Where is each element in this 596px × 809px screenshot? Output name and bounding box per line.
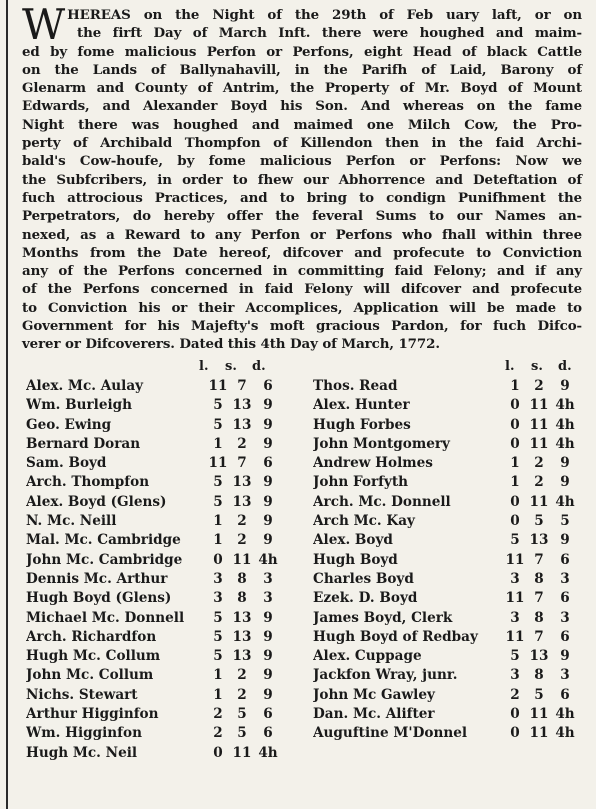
shillings-value: 2 <box>237 667 247 684</box>
pounds-value: 0 <box>510 397 520 414</box>
notice-line: Night there was houghed and maimed one Milch Cow, the Pro- <box>22 116 582 133</box>
pounds-value: 0 <box>510 435 520 452</box>
notice-line: Months from the Date hereof, difcover and profecute to Conviction <box>22 244 582 261</box>
subscriber-name: John Montgomery <box>313 435 450 452</box>
pence-value: 3 <box>560 570 570 587</box>
subscriber-name: Charles Boyd <box>313 570 414 587</box>
subscriber-row <box>313 494 583 513</box>
drop-cap: W <box>22 0 66 49</box>
notice-line: verer or Difcoverers. Dated this 4th Day of March, 1772. <box>22 336 440 353</box>
notice-line: bald's Cow-houfe, by fome malicious Perfon or Perfons: Now we <box>22 153 582 170</box>
shillings-value: 7 <box>534 551 544 568</box>
pounds-value: 0 <box>510 513 520 530</box>
pounds-value: 2 <box>213 706 223 723</box>
pounds-value: 11 <box>505 590 525 607</box>
pence-value: 9 <box>263 397 273 414</box>
shillings-value: 2 <box>237 532 247 549</box>
subscriber-row <box>26 629 296 648</box>
shillings-value: 8 <box>237 590 247 607</box>
shillings-value: 13 <box>232 648 252 665</box>
subscriber-row <box>26 513 296 532</box>
pence-value: 9 <box>263 435 273 452</box>
pounds-value: 5 <box>213 609 223 626</box>
pounds-value: 0 <box>510 493 520 510</box>
pence-value: 9 <box>263 532 273 549</box>
subscriber-row <box>26 474 296 493</box>
shillings-value: 5 <box>237 725 247 742</box>
pounds-value: 0 <box>510 416 520 433</box>
subscriber-name: N. Mc. Neill <box>26 513 117 530</box>
pounds-value: 2 <box>213 725 223 742</box>
subscriber-name: Wm. Burleigh <box>26 397 133 414</box>
subscriber-name: Hugh Boyd of Redbay <box>313 628 478 645</box>
subscriber-name: Michael Mc. Donnell <box>26 609 185 626</box>
shillings-value: 11 <box>529 435 549 452</box>
subscriber-row <box>313 610 583 629</box>
pence-value: 6 <box>263 455 273 472</box>
subscriber-name: John Mc. Collum <box>26 667 154 684</box>
pence-value: 9 <box>560 378 570 394</box>
pence-value: 4h <box>555 493 575 510</box>
subscriber-name: Bernard Doran <box>26 435 141 452</box>
shillings-value: 5 <box>237 706 247 723</box>
subscriber-row <box>26 610 296 629</box>
shillings-value: 13 <box>232 628 252 645</box>
pounds-value: 5 <box>213 493 223 510</box>
subscriber-row <box>313 417 583 436</box>
subscriber-row <box>26 667 296 686</box>
subscriber-name: Arch. Richardfon <box>26 628 157 645</box>
subscriber-name: Dennis Mc. Arthur <box>26 570 168 587</box>
shillings-value: 11 <box>529 397 549 414</box>
pence-value: 4h <box>555 706 575 723</box>
shillings-value: 5 <box>534 686 544 703</box>
subscriber-name: Alex. Cuppage <box>313 648 422 665</box>
pence-value: 9 <box>263 513 273 530</box>
notice-line: any of the Perfons concerned in committing faid Felony; and if any <box>22 263 582 280</box>
shillings-value: 8 <box>237 570 247 587</box>
shillings-value: 13 <box>529 648 549 665</box>
subscriber-name: Sam. Boyd <box>26 455 107 472</box>
pence-value: 9 <box>560 474 570 491</box>
subscriber-row <box>26 648 296 667</box>
pounds-value: 0 <box>213 551 223 568</box>
pence-value: 9 <box>263 648 273 665</box>
subscriber-row <box>26 455 296 474</box>
subscriber-name: Hugh Mc. Collum <box>26 648 161 665</box>
pounds-header: l. <box>505 359 515 374</box>
notice-line: the Subfcribers, in order to fhew our Abhorrence and Deteftation of <box>22 171 582 188</box>
pounds-value: 1 <box>510 474 520 491</box>
subscriber-row <box>313 687 583 706</box>
subscriber-row <box>26 552 296 571</box>
subscriber-list-right <box>313 378 583 745</box>
subscriber-name: Hugh Mc. Neil <box>26 744 138 761</box>
pence-value: 4h <box>258 551 278 568</box>
subscriber-name: John Mc. Cambridge <box>26 551 183 568</box>
pounds-value: 1 <box>510 455 520 472</box>
pounds-value: 5 <box>213 628 223 645</box>
notice-line: Government for his Majefty's moft gracious Pardon, for fuch Difco- <box>22 318 582 335</box>
notice-line: of the Perfons concerned in faid Felony will difcover and profecute <box>22 281 582 298</box>
subscriber-row <box>313 436 583 455</box>
shillings-value: 13 <box>529 532 549 549</box>
notice-line: fuch attrocious Practices, and to bring to condign Punifhment the <box>22 189 582 206</box>
subscriber-row <box>26 436 296 455</box>
pence-value: 9 <box>263 493 273 510</box>
subscriber-name: Jackfon Wray, junr. <box>313 667 458 684</box>
subscriber-name: Alex. Boyd (Glens) <box>26 493 167 510</box>
pence-value: 4h <box>555 397 575 414</box>
shillings-value: 2 <box>237 435 247 452</box>
pence-value: 6 <box>560 590 570 607</box>
subscriber-name: Arch. Thompfon <box>26 474 150 491</box>
pounds-value: 3 <box>510 667 520 684</box>
pence-value: 4h <box>555 416 575 433</box>
shillings-value: 13 <box>232 474 252 491</box>
notice-line: Edwards, and Alexander Boyd his Son. And whereas on the fame <box>22 98 582 115</box>
subscriber-name: Arthur Higginfon <box>26 706 159 723</box>
subscriber-name: Nichs. Stewart <box>26 686 138 703</box>
subscriber-row <box>313 648 583 667</box>
subscriber-row <box>313 532 583 551</box>
subscriber-row <box>313 513 583 532</box>
pounds-value: 1 <box>213 667 223 684</box>
subscriber-row <box>313 552 583 571</box>
pence-value: 9 <box>560 648 570 665</box>
pence-value: 9 <box>263 609 273 626</box>
shillings-value: 11 <box>529 493 549 510</box>
subscriber-row <box>26 532 296 551</box>
pence-value: 6 <box>560 686 570 703</box>
pence-value: 9 <box>560 455 570 472</box>
notice-line: the firft Day of March Inft. there were houghed and maim- <box>77 25 582 42</box>
subscriber-row <box>313 667 583 686</box>
pence-value: 9 <box>263 667 273 684</box>
shillings-value: 13 <box>232 609 252 626</box>
shillings-value: 2 <box>534 455 544 472</box>
notice-line: ed by fome malicious Perfon or Perfons, eight Head of black Cattle <box>22 43 582 60</box>
subscriber-name: Hugh Boyd (Glens) <box>26 590 172 607</box>
shillings-value: 13 <box>232 397 252 414</box>
pounds-value: 3 <box>213 570 223 587</box>
pounds-header: l. <box>199 359 209 374</box>
subscriber-name: Hugh Boyd <box>313 551 398 568</box>
subscriber-row <box>313 378 583 397</box>
pounds-value: 11 <box>505 551 525 568</box>
subscriber-name: Dan. Mc. Alifter <box>313 706 435 723</box>
shillings-value: 5 <box>534 513 544 530</box>
pounds-value: 5 <box>213 416 223 433</box>
subscriber-name: Geo. Ewing <box>26 416 112 433</box>
pence-header: d. <box>558 359 572 374</box>
subscriber-row <box>313 455 583 474</box>
pounds-value: 3 <box>510 570 520 587</box>
pence-value: 3 <box>560 609 570 626</box>
subscriber-name: John Mc Gawley <box>313 686 435 703</box>
shillings-value: 13 <box>232 493 252 510</box>
pounds-value: 11 <box>208 455 228 472</box>
pence-value: 9 <box>263 628 273 645</box>
notice-line: nexed, as a Reward to any Perfon or Perfons who fhall within three <box>22 226 582 243</box>
pounds-value: 1 <box>213 435 223 452</box>
subscriber-name: Alex. Hunter <box>313 397 410 414</box>
pence-value: 3 <box>263 570 273 587</box>
pence-value: 3 <box>263 590 273 607</box>
shillings-value: 2 <box>534 378 544 394</box>
pence-value: 9 <box>263 416 273 433</box>
pounds-value: 11 <box>505 628 525 645</box>
subscriber-row <box>313 571 583 590</box>
pence-value: 5 <box>560 513 570 530</box>
notice-line: Perpetrators, do hereby offer the feveral Sums to our Names an- <box>22 208 582 225</box>
pence-value: 9 <box>560 532 570 549</box>
subscriber-row <box>26 745 296 764</box>
shillings-value: 8 <box>534 609 544 626</box>
subscriber-name: Thos. Read <box>313 378 398 394</box>
pounds-value: 1 <box>213 513 223 530</box>
shillings-value: 7 <box>237 455 247 472</box>
pounds-value: 0 <box>510 725 520 742</box>
notice-line: HEREAS on the Night of the 29th of Feb uary laft, or on <box>67 7 582 23</box>
shillings-value: 8 <box>534 570 544 587</box>
subscriber-row <box>26 706 296 725</box>
pounds-value: 11 <box>208 378 228 394</box>
subscriber-name: Andrew Holmes <box>313 455 433 472</box>
subscriber-name: Auguftine M'Donnel <box>313 725 468 742</box>
pounds-value: 5 <box>213 648 223 665</box>
pounds-value: 3 <box>213 590 223 607</box>
shillings-value: 11 <box>232 551 252 568</box>
pounds-value: 5 <box>213 397 223 414</box>
pounds-value: 5 <box>510 532 520 549</box>
pence-value: 9 <box>263 686 273 703</box>
shillings-value: 11 <box>529 725 549 742</box>
subscriber-row <box>313 725 583 744</box>
shillings-value: 11 <box>529 706 549 723</box>
pounds-value: 5 <box>510 648 520 665</box>
shillings-value: 2 <box>237 686 247 703</box>
pence-value: 4h <box>258 744 278 761</box>
pounds-value: 1 <box>213 532 223 549</box>
pence-value: 6 <box>263 378 273 394</box>
pence-value: 6 <box>263 725 273 742</box>
subscriber-name: Mal. Mc. Cambridge <box>26 532 181 549</box>
pence-value: 6 <box>560 551 570 568</box>
subscriber-row <box>26 725 296 744</box>
subscriber-row <box>313 706 583 725</box>
pounds-value: 1 <box>213 686 223 703</box>
shillings-value: 13 <box>232 416 252 433</box>
pence-value: 9 <box>263 474 273 491</box>
shillings-value: 2 <box>534 474 544 491</box>
subscriber-name: Alex. Mc. Aulay <box>26 378 144 394</box>
column-rule <box>6 0 8 809</box>
subscriber-name: Arch Mc. Kay <box>313 513 415 530</box>
shillings-value: 7 <box>237 378 247 394</box>
notice-line: perty of Archibald Thompfon of Killendon then in the faid Archi- <box>22 135 582 152</box>
subscriber-list-left <box>26 378 296 764</box>
shillings-header: s. <box>531 359 543 374</box>
subscriber-row <box>313 629 583 648</box>
subscriber-row <box>26 417 296 436</box>
pence-value: 6 <box>560 628 570 645</box>
shillings-value: 7 <box>534 628 544 645</box>
subscriber-row <box>26 378 296 397</box>
subscriber-name: Ezek. D. Boyd <box>313 590 418 607</box>
subscriber-name: Arch. Mc. Donnell <box>313 493 451 510</box>
subscriber-name: Hugh Forbes <box>313 416 411 433</box>
subscriber-row <box>26 590 296 609</box>
subscriber-row <box>26 397 296 416</box>
subscriber-name: James Boyd, Clerk <box>313 609 453 626</box>
pence-value: 4h <box>555 435 575 452</box>
shillings-value: 11 <box>232 744 252 761</box>
pence-value: 4h <box>555 725 575 742</box>
subscriber-row <box>26 571 296 590</box>
subscriber-row <box>313 397 583 416</box>
shillings-value: 11 <box>529 416 549 433</box>
notice-line: Glenarm and County of Antrim, the Property of Mr. Boyd of Mount <box>22 80 582 97</box>
notice-line: to Conviction his or their Accomplices, Application will be made to <box>22 299 582 316</box>
subscriber-row <box>313 590 583 609</box>
pounds-value: 5 <box>213 474 223 491</box>
pounds-value: 3 <box>510 609 520 626</box>
pounds-value: 2 <box>510 686 520 703</box>
pence-value: 6 <box>263 706 273 723</box>
subscriber-name: Wm. Higginfon <box>26 725 142 742</box>
subscriber-row <box>26 494 296 513</box>
pounds-value: 0 <box>213 744 223 761</box>
reward-notice <box>22 0 582 354</box>
pence-value: 3 <box>560 667 570 684</box>
pounds-value: 0 <box>510 706 520 723</box>
shillings-value: 8 <box>534 667 544 684</box>
shillings-value: 7 <box>534 590 544 607</box>
shillings-value: 2 <box>237 513 247 530</box>
pounds-value: 1 <box>510 378 520 394</box>
shillings-header: s. <box>225 359 237 374</box>
subscriber-row <box>313 474 583 493</box>
subscriber-name: John Forfyth <box>313 474 409 491</box>
pence-header: d. <box>252 359 266 374</box>
subscriber-row <box>26 687 296 706</box>
notice-line: on the Lands of Ballynahavill, in the Parifh of Laid, Barony of <box>22 61 582 78</box>
subscriber-name: Alex. Boyd <box>313 532 393 549</box>
